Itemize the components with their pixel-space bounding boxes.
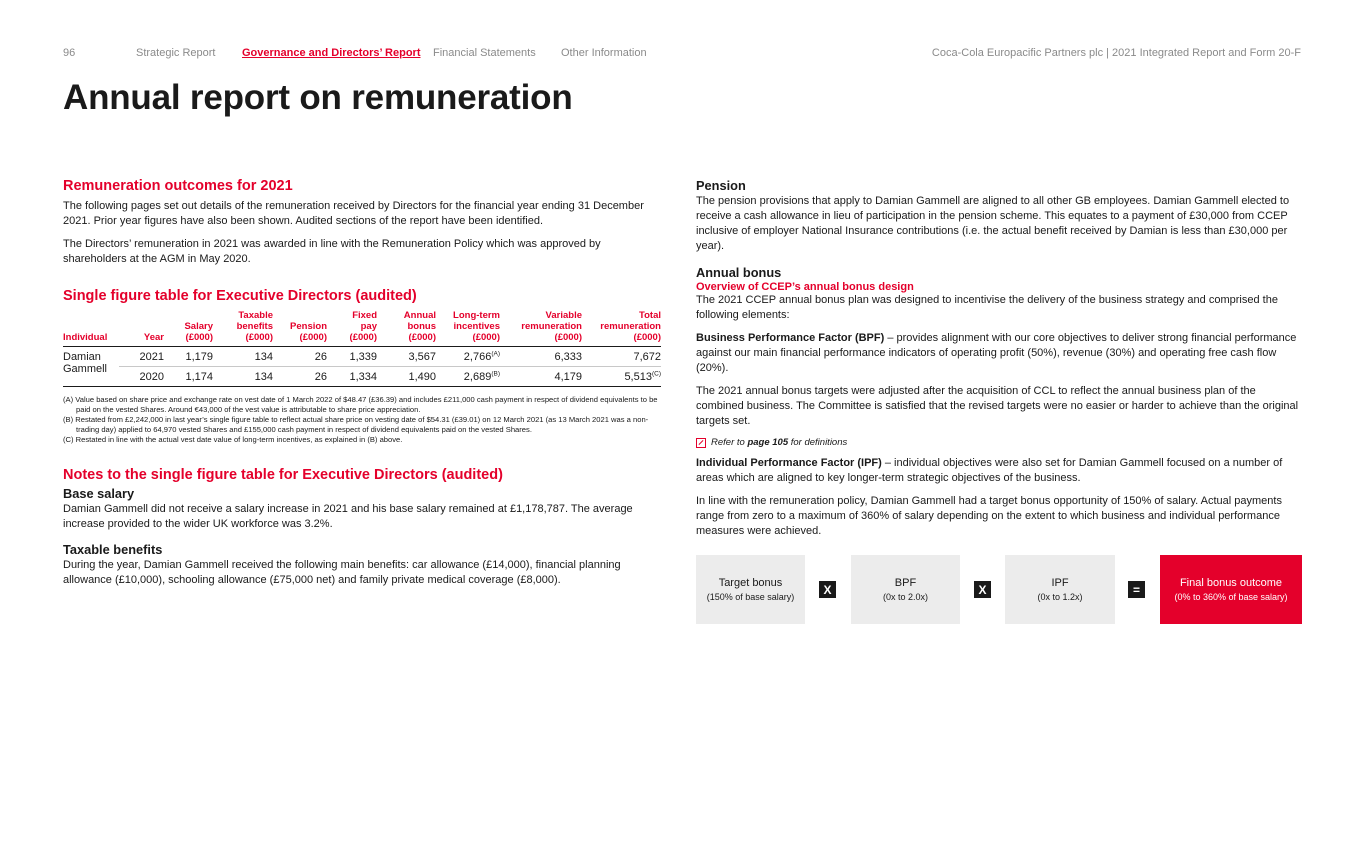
target-bonus-box: Target bonus (150% of base salary): [696, 555, 805, 624]
pension-heading: Pension: [696, 178, 746, 193]
col-year: Year: [119, 310, 164, 347]
cell-variable: 4,179: [500, 367, 582, 387]
base-salary-text: Damian Gammell did not receive a salary increase in 2021 and his base salary remained at £1,178,787. The average increase provided to the wider UK workforce was 3.2%.: [63, 503, 633, 530]
bpf-box: BPF (0x to 2.0x): [851, 555, 960, 624]
nav-financial-statements[interactable]: Financial Statements: [433, 47, 536, 59]
col-annual-bonus: Annual bonus (£000): [377, 310, 436, 347]
pension-text: The pension provisions that apply to Damian Gammell are aligned to all other GB employees. Damian Gammell elected to receive a cash allowance in lieu of participation in the pension scheme. This equates to a payment of £30,000 from CCEP inclusive of employer National Insurance contributions (i.e. the actual benefit received by Damian is less than £30,000 per year).: [696, 195, 1290, 252]
left-column: [63, 178, 661, 596]
table-row: [63, 347, 661, 367]
col-total-remuneration: Total remuneration (£000): [582, 310, 661, 347]
cell-ltip: $2,766^{(A)}$: [436, 347, 500, 367]
col-salary: Salary (£000): [164, 310, 213, 347]
cell-salary: 1,179: [164, 347, 213, 367]
cell-taxable: 134: [213, 367, 273, 387]
col-fixed-pay: Fixed pay (£000): [327, 310, 377, 347]
bpf-paragraph: Business Performance Factor (BPF) – provides alignment with our core objectives to deliver strong financial performance against our main financial performance indicators of operating profit (50%), revenue (30%) and operating free cash flow (20%).: [696, 332, 1297, 374]
cell-fixed: 1,339: [327, 347, 377, 367]
notes-heading: Notes to the single figure table for Executive Directors (audited): [63, 467, 503, 483]
cell-annual: 3,567: [377, 347, 436, 367]
cell-taxable: 134: [213, 347, 273, 367]
individual-name: Damian Gammell: [63, 347, 119, 387]
cell-ltip: $2,689^{(B)}$: [436, 367, 500, 387]
single-figure-table: [63, 310, 661, 387]
cell-total: 7,672: [582, 347, 661, 367]
annual-bonus-heading: Annual bonus: [696, 265, 782, 280]
final-bonus-box: Final bonus outcome (0% to 360% of base salary): [1160, 555, 1302, 624]
cell-variable: 6,333: [500, 347, 582, 367]
cell-year: 2020: [119, 367, 164, 387]
footnote-ref: (B): [491, 370, 500, 378]
bonus-formula: [696, 555, 1302, 624]
outcomes-paragraph-2: The Directors’ remuneration in 2021 was awarded in line with the Remuneration Policy which was approved by shareholders at the AGM in May 2020.: [63, 238, 601, 265]
equals-icon: =: [1128, 581, 1145, 598]
page-title: Annual report on remuneration: [63, 78, 573, 117]
bonus-paragraph-1: The 2021 CCEP annual bonus plan was designed to incentivise the delivery of the business strategy and comprised the following elements:: [696, 294, 1278, 321]
right-column: [696, 178, 1302, 547]
nav-other-information[interactable]: Other Information: [561, 47, 647, 59]
cell-salary: 1,174: [164, 367, 213, 387]
cell-total: $5,513^{(C)}$: [582, 367, 661, 387]
outcomes-paragraph-1: The following pages set out details of the remuneration received by Directors for the financial year ending 31 December 2021. Prior year figures have also been shown. Audited sections of the report have been identified.: [63, 200, 644, 227]
col-long-term-incentives: Long-term incentives (£000): [436, 310, 500, 347]
outcomes-heading: Remuneration outcomes for 2021: [63, 178, 293, 194]
base-salary-heading: Base salary: [63, 486, 135, 501]
footnote-ref: (C): [651, 370, 661, 378]
ipf-paragraph: Individual Performance Factor (IPF) – individual objectives were also set for Damian Gammell focused on a number of areas which are aligned to key longer-term strategic objectives of the business.: [696, 457, 1283, 484]
footnote-ref: (A): [491, 350, 500, 358]
multiply-icon: X: [974, 581, 991, 598]
nav-strategic-report[interactable]: Strategic Report: [136, 47, 216, 59]
external-link-icon: [696, 438, 706, 448]
col-pension: Pension (£000): [273, 310, 327, 347]
table-footnotes: [63, 395, 661, 445]
cell-fixed: 1,334: [327, 367, 377, 387]
footnote-a: (A) Value based on share price and exchange rate on vest date of 1 March 2022 of $48.47 (£36.39) and includes £211,000 cash payment in respect of dividend equivalents to be paid on the vested Shares. Around €43,000 of the vest value is attributable to share price appreciation.: [63, 395, 658, 414]
cell-pension: 26: [273, 347, 327, 367]
bonus-design-subheading: Overview of CCEP’s annual bonus design: [696, 281, 914, 293]
page-number: 96: [63, 47, 76, 59]
col-variable-remuneration: Variable remuneration (£000): [500, 310, 582, 347]
ipf-box: IPF (0x to 1.2x): [1005, 555, 1115, 624]
top-navigation: [63, 47, 1301, 61]
footnote-b: (B) Restated from £2,242,000 in last year’s single figure table to reflect actual share price on vesting date of $54.31 (£39.01) on 12 March 2021 (as 13 March 2021 was a non-trading day) applied to 64,970 vested Shares and £155,000 cash payment in respect of dividend equivalents paid on the vested Shares.: [63, 415, 649, 434]
bonus-paragraph-3: In line with the remuneration policy, Damian Gammell had a target bonus opportunity of 150% of salary. Actual payments range from zero to a maximum of 360% of salary depending on the extent to which business and individual performance measures were achieved.: [696, 495, 1282, 537]
refer-link[interactable]: Refer to page 105 for definitions: [696, 437, 1302, 448]
nav-governance-report[interactable]: Governance and Directors’ Report: [242, 47, 421, 59]
multiply-icon: X: [819, 581, 836, 598]
cell-pension: 26: [273, 367, 327, 387]
taxable-benefits-text: During the year, Damian Gammell received the following main benefits: car allowance (£14,000), financial planning allowance (£10,000), schooling allowance (£75,000 net) and family private medical coverage (£8,000).: [63, 559, 621, 586]
report-title: Coca-Cola Europacific Partners plc | 2021 Integrated Report and Form 20-F: [931, 47, 1301, 59]
table-header-row: [63, 310, 661, 347]
table-row: [63, 367, 661, 387]
col-taxable-benefits: Taxable benefits (£000): [213, 310, 273, 347]
cell-year: 2021: [119, 347, 164, 367]
bonus-paragraph-2: The 2021 annual bonus targets were adjusted after the acquisition of CCL to reflect the annual business plan of the combined business. The Committee is satisfied that the revised targets were no easier or harder to achieve than the original targets set.: [696, 385, 1299, 427]
col-individual: Individual: [63, 310, 119, 347]
taxable-benefits-heading: Taxable benefits: [63, 542, 163, 557]
cell-annual: 1,490: [377, 367, 436, 387]
footnote-c: (C) Restated in line with the actual vest date value of long-term incentives, as explained in (B) above.: [63, 435, 403, 444]
single-figure-heading: Single figure table for Executive Directors (audited): [63, 288, 417, 304]
